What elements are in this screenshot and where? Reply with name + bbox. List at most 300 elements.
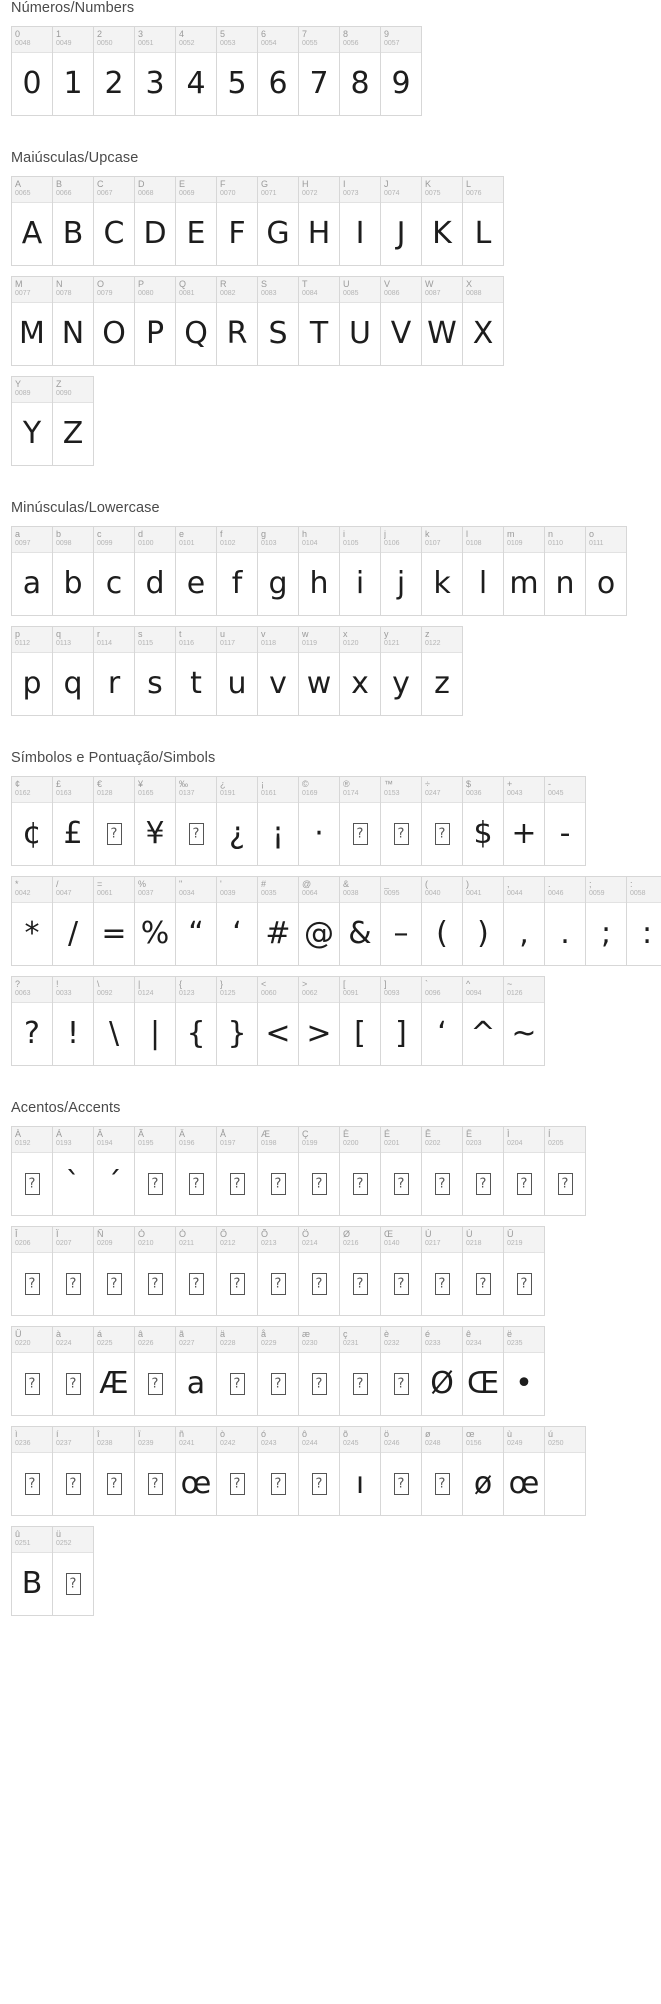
glyph-code-label: 0128 (97, 790, 113, 797)
glyph-cell[interactable] (340, 1127, 381, 1216)
glyph-cell[interactable] (340, 877, 381, 966)
glyph-cell[interactable] (258, 777, 299, 866)
glyph-meta (422, 177, 462, 203)
glyph-cell[interactable] (217, 527, 258, 616)
glyph-meta (135, 877, 175, 903)
glyph-cell[interactable] (340, 1227, 381, 1316)
glyph-cell[interactable] (340, 777, 381, 866)
tofu-box-icon (189, 823, 204, 845)
glyph-cell[interactable] (381, 27, 422, 116)
glyph-code-label: 0088 (466, 290, 482, 297)
glyph-cell[interactable] (381, 877, 422, 966)
glyph-meta (135, 1327, 175, 1353)
glyph-preview: ¡ (271, 816, 285, 851)
glyph-cell[interactable] (504, 527, 545, 616)
glyph-code-label: 0036 (466, 790, 482, 797)
glyph-cell[interactable] (94, 627, 135, 716)
glyph-cell[interactable] (463, 1127, 504, 1216)
glyph-cell[interactable] (53, 527, 94, 616)
glyph-cell[interactable] (422, 777, 463, 866)
glyph-meta (381, 1227, 421, 1253)
glyph-cell[interactable] (53, 1427, 94, 1516)
missing-glyph-icon (463, 1253, 503, 1315)
tofu-box-icon (271, 1373, 286, 1395)
glyph-cell[interactable] (422, 177, 463, 266)
glyph-cell[interactable] (545, 1127, 586, 1216)
glyph-meta (135, 1427, 175, 1453)
glyph-cell[interactable] (504, 1127, 545, 1216)
glyph-character-label: h (302, 529, 308, 539)
glyph-cell[interactable] (12, 377, 53, 466)
glyph-meta (299, 177, 339, 203)
glyph-meta (217, 1227, 257, 1253)
glyph-cell[interactable] (12, 277, 53, 366)
glyph-cell[interactable] (94, 877, 135, 966)
glyph-cell[interactable] (94, 777, 135, 866)
glyph-cell[interactable] (586, 527, 627, 616)
glyph-cell[interactable] (94, 177, 135, 266)
glyph-cell[interactable] (12, 627, 53, 716)
glyph-character-label: : (630, 879, 633, 889)
glyph-character-label: ! (56, 979, 59, 989)
glyph-cell[interactable] (217, 177, 258, 266)
glyph-cell[interactable] (12, 527, 53, 616)
glyph-cell[interactable] (53, 977, 94, 1066)
glyph-meta (12, 27, 52, 53)
glyph-code-label: 0156 (466, 1440, 482, 1447)
glyph-cell[interactable] (299, 627, 340, 716)
glyph-preview: : (641, 916, 653, 951)
glyph-cell[interactable] (299, 977, 340, 1066)
glyph-cell[interactable] (463, 1427, 504, 1516)
glyph-cell[interactable] (135, 1427, 176, 1516)
glyph-character-label: 2 (97, 29, 103, 39)
glyph-cell[interactable] (299, 527, 340, 616)
glyph-row (11, 1126, 586, 1216)
glyph-cell[interactable] (53, 777, 94, 866)
glyph-cell[interactable] (381, 1427, 422, 1516)
glyph-cell[interactable] (135, 27, 176, 116)
glyph-cell[interactable] (12, 27, 53, 116)
glyph-meta (217, 627, 257, 653)
glyph-cell[interactable] (340, 977, 381, 1066)
glyph-cell[interactable] (340, 277, 381, 366)
glyph-cell[interactable] (53, 627, 94, 716)
glyph-character-label: d (138, 529, 144, 539)
glyph-cell[interactable] (422, 527, 463, 616)
glyph-character-label: j (384, 529, 386, 539)
glyph-rows (0, 176, 661, 466)
glyph-cell[interactable] (217, 1227, 258, 1316)
glyph-cell[interactable] (504, 1227, 545, 1316)
glyph-character-label: B (56, 179, 63, 189)
glyph-cell[interactable] (381, 527, 422, 616)
glyph-preview: q (63, 666, 83, 701)
glyph-cell[interactable] (545, 1427, 586, 1516)
glyph-cell[interactable] (217, 1127, 258, 1216)
missing-glyph-icon (422, 1153, 462, 1215)
missing-glyph-icon (504, 1253, 544, 1315)
glyph-cell[interactable] (12, 877, 53, 966)
glyph-cell[interactable] (258, 177, 299, 266)
glyph-cell[interactable] (463, 177, 504, 266)
glyph-character-label: õ (343, 1429, 349, 1439)
glyph-cell[interactable] (53, 277, 94, 366)
glyph-cell[interactable] (299, 1427, 340, 1516)
glyph-meta (381, 527, 421, 553)
glyph-cell[interactable] (176, 627, 217, 716)
glyph-cell[interactable] (135, 177, 176, 266)
glyph-cell[interactable] (340, 527, 381, 616)
glyph-cell[interactable] (381, 277, 422, 366)
glyph-character-label: E (179, 179, 186, 189)
tofu-box-icon (435, 1273, 450, 1295)
glyph-cell[interactable] (545, 877, 586, 966)
glyph-cell[interactable] (12, 977, 53, 1066)
glyph-cell[interactable] (463, 527, 504, 616)
glyph-preview: M (19, 316, 45, 351)
glyph-code-label: 0220 (15, 1340, 31, 1347)
glyph-character-label: ç (343, 1329, 348, 1339)
glyph-cell[interactable] (381, 627, 422, 716)
glyph-cell[interactable] (176, 1327, 217, 1416)
glyph-character-label: Ô (220, 1229, 228, 1239)
glyph-character-label: $ (466, 779, 472, 789)
glyph-preview: J (396, 216, 406, 251)
glyph-cell[interactable] (299, 277, 340, 366)
glyph-cell[interactable] (12, 777, 53, 866)
glyph-cell[interactable] (135, 777, 176, 866)
glyph-cell[interactable] (463, 877, 504, 966)
glyph-preview: ! (66, 1016, 80, 1051)
glyph-character-label: ä (220, 1329, 226, 1339)
glyph-section (0, 150, 661, 466)
glyph-character-label: x (343, 629, 348, 639)
glyph-cell[interactable] (135, 1127, 176, 1216)
glyph-cell[interactable] (12, 1427, 53, 1516)
glyph-character-label: ¡ (261, 779, 264, 789)
glyph-row (11, 1226, 545, 1316)
glyph-cell[interactable] (340, 1427, 381, 1516)
glyph-code-label: 0038 (343, 890, 359, 897)
glyph-cell[interactable] (12, 1327, 53, 1416)
glyph-cell[interactable] (422, 1427, 463, 1516)
glyph-cell[interactable] (258, 277, 299, 366)
glyph-cell[interactable] (217, 1327, 258, 1416)
glyph-cell[interactable] (176, 277, 217, 366)
glyph-code-label: 0226 (138, 1340, 154, 1347)
glyph-cell[interactable] (504, 977, 545, 1066)
glyph-cell[interactable] (340, 27, 381, 116)
glyph-cell[interactable] (627, 877, 661, 966)
glyph-cell[interactable] (299, 777, 340, 866)
glyph-cell[interactable] (135, 877, 176, 966)
glyph-cell[interactable] (176, 527, 217, 616)
glyph-code-label: 0094 (466, 990, 482, 997)
glyph-character-label: y (384, 629, 389, 639)
glyph-code-label: 0102 (220, 540, 236, 547)
glyph-cell[interactable] (340, 177, 381, 266)
glyph-meta (94, 1127, 134, 1153)
glyph-character-label: @ (302, 879, 312, 889)
glyph-cell[interactable] (176, 1227, 217, 1316)
glyph-code-label: 0109 (507, 540, 523, 547)
glyph-code-label: 0120 (343, 640, 359, 647)
glyph-cell[interactable] (176, 877, 217, 966)
glyph-cell[interactable] (176, 27, 217, 116)
glyph-code-label: 0090 (56, 390, 72, 397)
glyph-cell[interactable] (463, 777, 504, 866)
glyph-meta (217, 277, 257, 303)
glyph-preview: Y (22, 416, 42, 451)
glyph-cell[interactable] (94, 1327, 135, 1416)
tofu-box-icon (148, 1273, 163, 1295)
glyph-meta (627, 877, 661, 903)
glyph-cell[interactable] (545, 527, 586, 616)
glyph-character-label: ' (220, 879, 222, 889)
glyph-cell[interactable] (176, 777, 217, 866)
glyph-preview: \ (108, 1016, 120, 1051)
missing-glyph-icon (217, 1153, 257, 1215)
tofu-box-icon (394, 1173, 409, 1195)
glyph-meta (463, 1427, 503, 1453)
glyph-cell[interactable] (422, 1227, 463, 1316)
glyph-cell[interactable] (299, 1227, 340, 1316)
glyph-meta (258, 27, 298, 53)
glyph-cell[interactable] (53, 877, 94, 966)
glyph-cell[interactable] (340, 627, 381, 716)
glyph-cell[interactable] (381, 1327, 422, 1416)
glyph-cell[interactable] (135, 277, 176, 366)
glyph-character-label: a (15, 529, 21, 539)
glyph-meta (94, 1327, 134, 1353)
glyph-meta (176, 977, 216, 1003)
glyph-meta (504, 1327, 544, 1353)
glyph-cell[interactable] (586, 877, 627, 966)
tofu-box-icon (312, 1373, 327, 1395)
missing-glyph-icon (53, 1353, 93, 1415)
glyph-code-label: 0191 (220, 790, 236, 797)
glyph-cell[interactable] (94, 527, 135, 616)
glyph-character-label: I (343, 179, 346, 189)
glyph-cell[interactable] (135, 977, 176, 1066)
glyph-row (11, 1426, 586, 1516)
section-title: Minúsculas/Lowercase (11, 500, 160, 516)
glyph-preview: L (474, 216, 492, 251)
glyph-preview: l (478, 566, 488, 601)
glyph-section (0, 750, 661, 1066)
glyph-cell[interactable] (94, 1427, 135, 1516)
glyph-code-label: 0053 (220, 40, 236, 47)
glyph-preview: ‘ (437, 1016, 447, 1051)
glyph-character-label: b (56, 529, 62, 539)
glyph-cell[interactable] (94, 1227, 135, 1316)
glyph-code-label: 0061 (97, 890, 113, 897)
glyph-preview: z (434, 666, 450, 701)
glyph-cell[interactable] (12, 1527, 53, 1616)
glyph-cell[interactable] (176, 177, 217, 266)
glyph-character-label: ø (425, 1429, 431, 1439)
glyph-preview: S (268, 316, 288, 351)
glyph-cell[interactable] (12, 1127, 53, 1216)
glyph-cell[interactable] (381, 977, 422, 1066)
glyph-character-label: 5 (220, 29, 226, 39)
glyph-cell[interactable] (504, 1427, 545, 1516)
glyph-cell[interactable] (463, 277, 504, 366)
glyph-row (11, 26, 422, 116)
tofu-box-icon (271, 1273, 286, 1295)
tofu-box-icon (230, 1473, 245, 1495)
glyph-cell[interactable] (53, 27, 94, 116)
glyph-cell[interactable] (504, 777, 545, 866)
glyph-code-label: 0084 (302, 290, 318, 297)
glyph-meta (53, 177, 93, 203)
glyph-cell[interactable] (422, 877, 463, 966)
glyph-cell[interactable] (504, 1327, 545, 1416)
glyph-cell[interactable] (463, 1327, 504, 1416)
glyph-cell[interactable] (545, 777, 586, 866)
glyph-cell[interactable] (381, 1127, 422, 1216)
glyph-code-label: 0204 (507, 1140, 523, 1147)
glyph-cell[interactable] (299, 877, 340, 966)
glyph-code-label: 0060 (261, 990, 277, 997)
glyph-cell[interactable] (94, 277, 135, 366)
glyph-cell[interactable] (217, 1427, 258, 1516)
glyph-cell[interactable] (217, 27, 258, 116)
glyph-meta (53, 1327, 93, 1353)
glyph-meta (176, 27, 216, 53)
glyph-cell[interactable] (53, 377, 94, 466)
glyph-meta (94, 27, 134, 53)
glyph-cell[interactable] (381, 777, 422, 866)
glyph-cell[interactable] (463, 1227, 504, 1316)
glyph-cell[interactable] (299, 27, 340, 116)
glyph-character-label: é (425, 1329, 431, 1339)
missing-glyph-icon (340, 1153, 380, 1215)
glyph-cell[interactable] (463, 977, 504, 1066)
glyph-preview: * (24, 916, 40, 951)
glyph-cell[interactable] (258, 1227, 299, 1316)
glyph-character-label: U (343, 279, 350, 289)
glyph-cell[interactable] (135, 1227, 176, 1316)
glyph-code-label: 0123 (179, 990, 195, 997)
glyph-cell[interactable] (258, 877, 299, 966)
glyph-cell[interactable] (53, 1327, 94, 1416)
glyph-cell[interactable] (422, 627, 463, 716)
glyph-code-label: 0122 (425, 640, 441, 647)
glyph-character-label: û (15, 1529, 21, 1539)
glyph-meta (176, 177, 216, 203)
glyph-cell[interactable] (94, 27, 135, 116)
glyph-cell[interactable] (176, 1127, 217, 1216)
tofu-box-icon (312, 1173, 327, 1195)
glyph-meta (135, 27, 175, 53)
glyph-preview: } (227, 1016, 247, 1051)
glyph-cell[interactable] (299, 1327, 340, 1416)
glyph-code-label: 0042 (15, 890, 31, 897)
glyph-cell[interactable] (422, 277, 463, 366)
glyph-meta (176, 777, 216, 803)
glyph-cell[interactable] (258, 1327, 299, 1416)
glyph-cell[interactable] (217, 277, 258, 366)
glyph-rows (0, 26, 661, 116)
glyph-cell[interactable] (422, 1327, 463, 1416)
glyph-code-label: 0110 (548, 540, 564, 547)
glyph-section (0, 1100, 661, 1616)
glyph-cell[interactable] (258, 1127, 299, 1216)
glyph-code-label: 0055 (302, 40, 318, 47)
glyph-cell[interactable] (299, 177, 340, 266)
glyph-preview: t (190, 666, 202, 701)
glyph-cell[interactable] (12, 177, 53, 266)
glyph-cell[interactable] (422, 1127, 463, 1216)
glyph-code-label: 0106 (384, 540, 400, 547)
glyph-cell[interactable] (217, 627, 258, 716)
glyph-cell[interactable] (53, 1127, 94, 1216)
glyph-preview: ¿ (229, 816, 245, 851)
glyph-meta (258, 1227, 298, 1253)
glyph-code-label: 0249 (507, 1440, 523, 1447)
glyph-cell[interactable] (135, 627, 176, 716)
tofu-box-icon (271, 1473, 286, 1495)
glyph-cell[interactable] (12, 1227, 53, 1316)
glyph-cell[interactable] (258, 527, 299, 616)
glyph-cell[interactable] (258, 27, 299, 116)
glyph-code-label: 0091 (343, 990, 359, 997)
glyph-cell[interactable] (94, 977, 135, 1066)
glyph-cell[interactable] (504, 877, 545, 966)
glyph-cell[interactable] (176, 977, 217, 1066)
glyph-cell[interactable] (53, 1527, 94, 1616)
glyph-cell[interactable] (53, 177, 94, 266)
glyph-code-label: 0054 (261, 40, 277, 47)
glyph-code-label: 0071 (261, 190, 277, 197)
glyph-code-label: 0045 (548, 790, 564, 797)
glyph-preview: p (22, 666, 42, 701)
glyph-code-label: 0199 (302, 1140, 318, 1147)
glyph-character-label: æ (302, 1329, 311, 1339)
glyph-cell[interactable] (258, 1427, 299, 1516)
missing-glyph-icon (258, 1253, 298, 1315)
glyph-cell[interactable] (176, 1427, 217, 1516)
glyph-cell[interactable] (381, 177, 422, 266)
glyph-cell[interactable] (381, 1227, 422, 1316)
glyph-cell[interactable] (94, 1127, 135, 1216)
glyph-cell[interactable] (135, 527, 176, 616)
missing-glyph-icon (135, 1353, 175, 1415)
glyph-code-label: 0247 (425, 790, 441, 797)
glyph-cell[interactable] (217, 977, 258, 1066)
glyph-cell[interactable] (258, 977, 299, 1066)
glyph-cell[interactable] (340, 1327, 381, 1416)
glyph-meta (12, 977, 52, 1003)
glyph-meta (217, 877, 257, 903)
glyph-cell[interactable] (217, 777, 258, 866)
glyph-code-label: 0107 (425, 540, 441, 547)
glyph-character-label: K (425, 179, 432, 189)
glyph-cell[interactable] (299, 1127, 340, 1216)
glyph-meta (94, 627, 134, 653)
tofu-box-icon (517, 1273, 532, 1295)
glyph-cell[interactable] (135, 1327, 176, 1416)
glyph-cell[interactable] (422, 977, 463, 1066)
glyph-cell[interactable] (217, 877, 258, 966)
glyph-cell[interactable] (53, 1227, 94, 1316)
glyph-cell[interactable] (258, 627, 299, 716)
glyph-meta (299, 877, 339, 903)
glyph-code-label: 0248 (425, 1440, 441, 1447)
missing-glyph-icon (258, 1353, 298, 1415)
